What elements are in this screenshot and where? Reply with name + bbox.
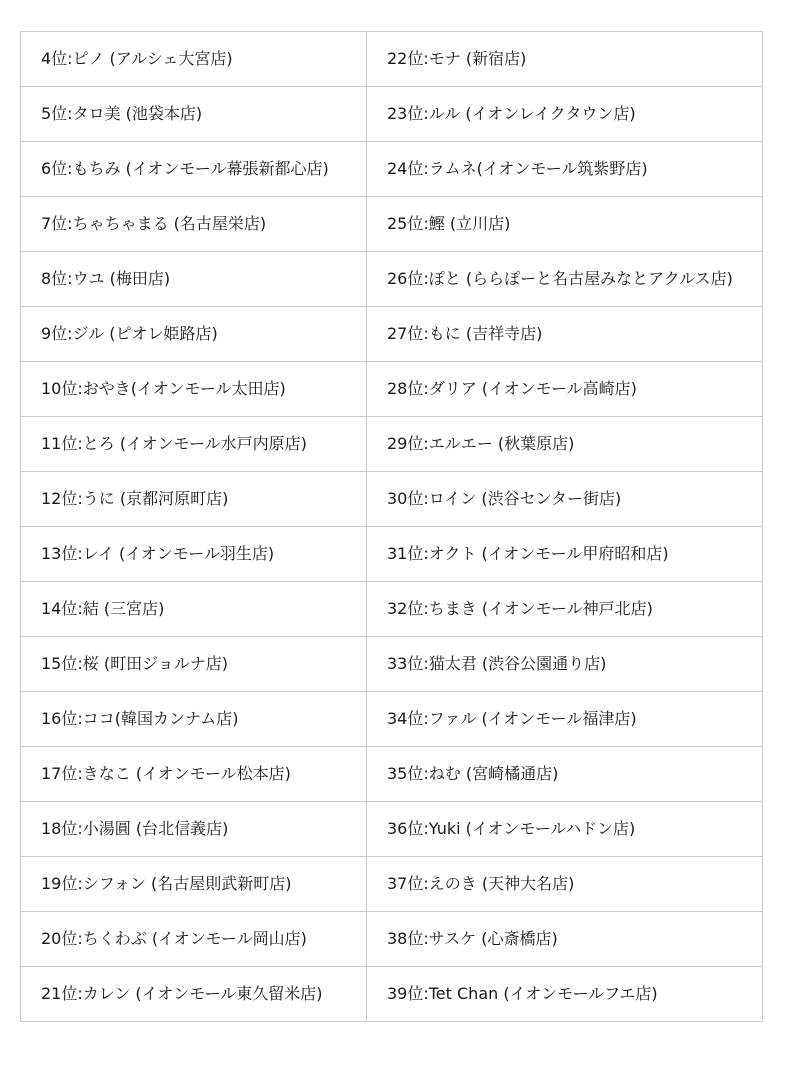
ranking-cell-right: 35位:ねむ (宮崎橘通店) [367, 747, 763, 802]
ranking-cell-right: 26位:ぽと (ららぽーと名古屋みなとアクルス店) [367, 252, 763, 307]
table-row [21, 142, 763, 197]
ranking-cell-left: 18位:小湯圓 (台北信義店) [21, 802, 367, 857]
ranking-cell-right: 36位:Yuki (イオンモールハドン店) [367, 802, 763, 857]
ranking-table [20, 31, 763, 1022]
table-row [21, 802, 763, 857]
ranking-cell-left: 11位:とろ (イオンモール水戸内原店) [21, 417, 367, 472]
ranking-cell-left: 12位:うに (京都河原町店) [21, 472, 367, 527]
ranking-cell-left: 13位:レイ (イオンモール羽生店) [21, 527, 367, 582]
ranking-cell-left: 21位:カレン (イオンモール東久留米店) [21, 967, 367, 1022]
ranking-cell-right: 25位:鰹 (立川店) [367, 197, 763, 252]
table-row [21, 967, 763, 1022]
ranking-cell-right: 22位:モナ (新宿店) [367, 32, 763, 87]
table-row [21, 362, 763, 417]
ranking-cell-left: 7位:ちゃちゃまる (名古屋栄店) [21, 197, 367, 252]
ranking-cell-left: 10位:おやき(イオンモール太田店) [21, 362, 367, 417]
ranking-cell-left: 19位:シフォン (名古屋則武新町店) [21, 857, 367, 912]
table-row [21, 252, 763, 307]
table-row [21, 32, 763, 87]
ranking-cell-left: 6位:もちみ (イオンモール幕張新都心店) [21, 142, 367, 197]
ranking-cell-left: 17位:きなこ (イオンモール松本店) [21, 747, 367, 802]
ranking-cell-right: 23位:ルル (イオンレイクタウン店) [367, 87, 763, 142]
table-row [21, 472, 763, 527]
ranking-cell-left: 14位:結 (三宮店) [21, 582, 367, 637]
table-row [21, 582, 763, 637]
ranking-cell-left: 8位:ウユ (梅田店) [21, 252, 367, 307]
ranking-cell-right: 24位:ラムネ(イオンモール筑紫野店) [367, 142, 763, 197]
ranking-cell-right: 39位:Tet Chan (イオンモールフエ店) [367, 967, 763, 1022]
table-row [21, 527, 763, 582]
table-row [21, 637, 763, 692]
table-row [21, 747, 763, 802]
ranking-cell-left: 5位:タロ美 (池袋本店) [21, 87, 367, 142]
ranking-cell-right: 37位:えのき (天神大名店) [367, 857, 763, 912]
ranking-cell-left: 9位:ジル (ピオレ姫路店) [21, 307, 367, 362]
ranking-cell-right: 31位:オクト (イオンモール甲府昭和店) [367, 527, 763, 582]
ranking-cell-right: 28位:ダリア (イオンモール高崎店) [367, 362, 763, 417]
table-row [21, 417, 763, 472]
ranking-cell-left: 20位:ちくわぶ (イオンモール岡山店) [21, 912, 367, 967]
table-row [21, 307, 763, 362]
ranking-cell-left: 16位:ココ(韓国カンナム店) [21, 692, 367, 747]
ranking-cell-left: 4位:ピノ (アルシェ大宮店) [21, 32, 367, 87]
ranking-cell-left: 15位:桜 (町田ジョルナ店) [21, 637, 367, 692]
ranking-cell-right: 34位:ファル (イオンモール福津店) [367, 692, 763, 747]
ranking-cell-right: 30位:ロイン (渋谷センター街店) [367, 472, 763, 527]
ranking-cell-right: 38位:サスケ (心斎橋店) [367, 912, 763, 967]
table-row [21, 87, 763, 142]
table-row [21, 197, 763, 252]
table-row [21, 857, 763, 912]
table-row [21, 692, 763, 747]
ranking-cell-right: 27位:もに (吉祥寺店) [367, 307, 763, 362]
table-row [21, 912, 763, 967]
ranking-cell-right: 33位:猫太君 (渋谷公園通り店) [367, 637, 763, 692]
ranking-cell-right: 32位:ちまき (イオンモール神戸北店) [367, 582, 763, 637]
ranking-cell-right: 29位:エルエー (秋葉原店) [367, 417, 763, 472]
ranking-table-body [21, 32, 763, 1022]
